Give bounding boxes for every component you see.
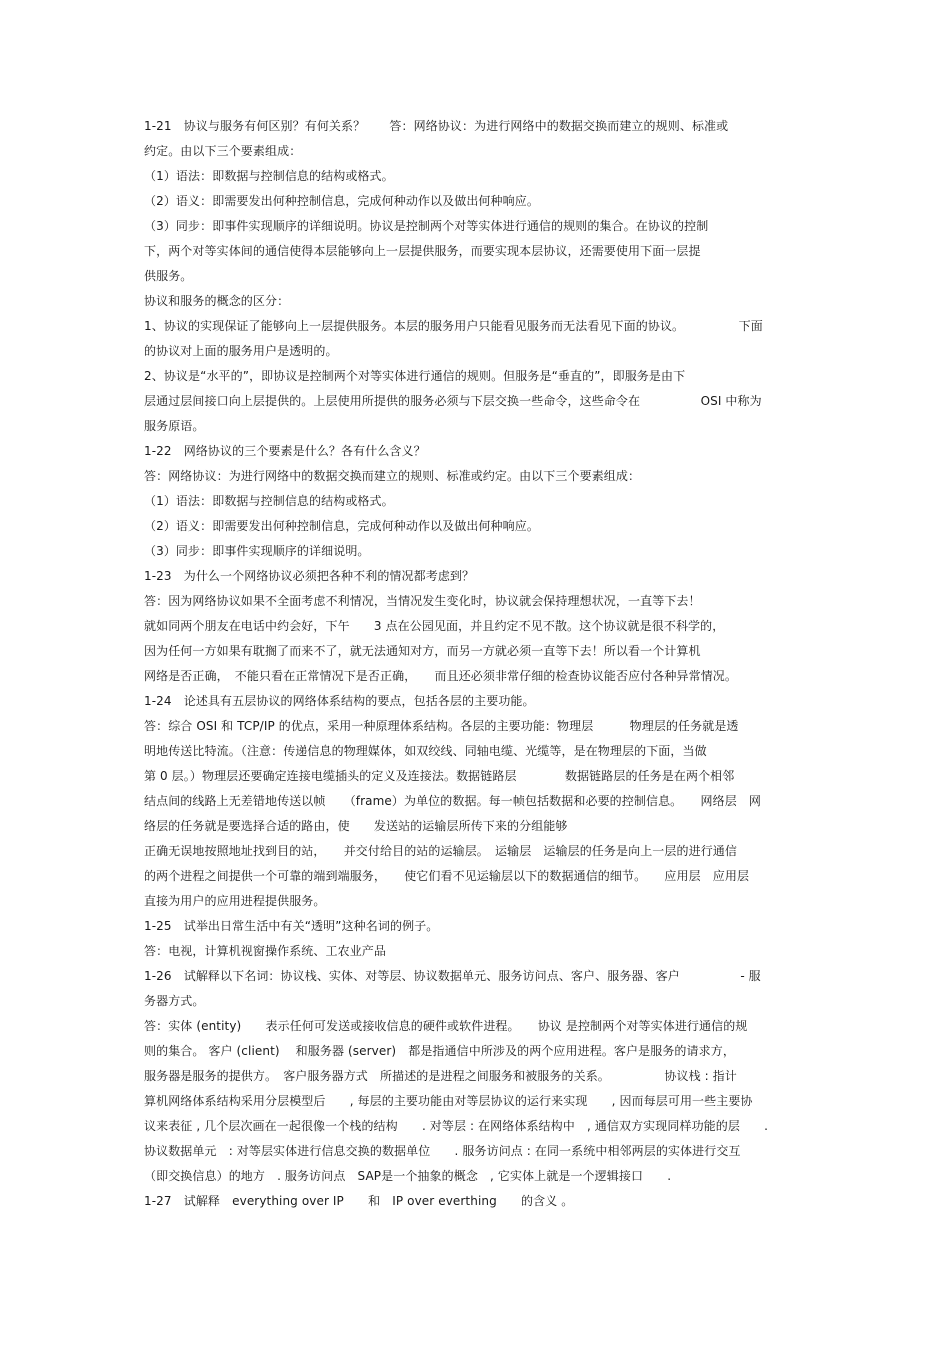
text-line: 1-22 网络协议的三个要素是什么？各有什么含义？ — [144, 444, 426, 458]
text-line: 因为任何一方如果有耽搁了而来不了，就无法通知对方，而另一方就必须一直等下去！所以看一个计算机 — [144, 644, 701, 658]
text-line: 下，两个对等实体间的通信使得本层能够向上一层提供服务，而要实现本层协议，还需要使用下面一层提 — [144, 244, 701, 258]
text-line: 1-26 试解释以下名词：协议栈、实体、对等层、协议数据单元、服务访问点、客户、服务器、客户 - 服 — [144, 969, 761, 983]
text-line: 答：电视，计算机视窗操作系统、工农业产品 — [144, 944, 387, 958]
text-line: 服务原语。 — [144, 419, 205, 433]
text-line: 供服务。 — [144, 269, 193, 283]
text-line: 答：因为网络协议如果不全面考虑不利情况，当情况发生变化时，协议就会保持理想状况，一直等下去！ — [144, 594, 701, 608]
text-line: 则的集合。 客户 (client) 和服务器 (server) 都是指通信中所涉及的两个应用进程。客户是服务的请求方， — [144, 1044, 735, 1058]
document-page — [144, 114, 808, 1214]
text-line: 算机网络体系结构采用分层模型后 , 每层的主要功能由对等层协议的运行来实现 , 因而每层可用一些主要协 — [144, 1094, 753, 1108]
text-line: 1-25 试举出日常生活中有关“透明”这种名词的例子。 — [144, 919, 439, 933]
text-line: 结点间的线路上无差错地传送以帧 （frame）为单位的数据。每一帧包括数据和必要的控制信息。 网络层 网 — [144, 794, 761, 808]
text-line: 1-21 协议与服务有何区别？有何关系？ 答：网络协议：为进行网络中的数据交换而建立的规则、标准或 — [144, 119, 729, 133]
text-line: （2）语义：即需要发出何种控制信息，完成何种动作以及做出何种响应。 — [144, 519, 539, 533]
text-line: 层通过层间接口向上层提供的。上层使用所提供的服务必须与下层交换一些命令，这些命令在 OSI 中称为 — [144, 394, 762, 408]
text-line: 服务器是服务的提供方。 客户服务器方式 所描述的是进程之间服务和被服务的关系。 协议栈 : 指计 — [144, 1069, 737, 1083]
text-line: 答：实体 (entity) 表示任何可发送或接收信息的硬件或软件进程。 协议 是控制两个对等实体进行通信的规 — [144, 1019, 748, 1033]
text-line: 1-24 论述具有五层协议的网络体系结构的要点，包括各层的主要功能。 — [144, 694, 535, 708]
text-line: 答：综合 OSI 和 TCP/IP 的优点，采用一种原理体系结构。各层的主要功能：物理层 物理层的任务就是透 — [144, 719, 739, 733]
text-line: 明地传送比特流。（注意：传递信息的物理媒体，如双绞线、同轴电缆、光缆等，是在物理层的下面，当做 — [144, 744, 707, 758]
text-line: （3）同步：即事件实现顺序的详细说明。协议是控制两个对等实体进行通信的规则的集合。在协议的控制 — [144, 219, 709, 233]
text-line: 就如同两个朋友在电话中约会好，下午 3 点在公园见面，并且约定不见不散。这个协议就是很不科学的， — [144, 619, 725, 633]
text-line: 约定。由以下三个要素组成： — [144, 144, 302, 158]
text-line: 络层的任务就是要选择合适的路由，使 发送站的运输层所传下来的分组能够 — [144, 819, 568, 833]
text-line: 1-23 为什么一个网络协议必须把各种不利的情况都考虑到？ — [144, 569, 475, 583]
text-line: 2、协议是“水平的”，即协议是控制两个对等实体进行通信的规则。但服务是“垂直的”，即服务是由下 — [144, 369, 686, 383]
text-line: 的两个进程之间提供一个可靠的端到端服务， 使它们看不见运输层以下的数据通信的细节。 应用层 应用层 — [144, 869, 750, 883]
text-line: （1）语法：即数据与控制信息的结构或格式。 — [144, 169, 394, 183]
text-line: 议来表征 , 几个层次画在一起很像一个栈的结构 . 对等层 : 在网络体系结构中 , 通信双方实现同样功能的层 . — [144, 1119, 769, 1133]
text-line: （即交换信息）的地方 . 服务访问点 SAP是一个抽象的概念 , 它实体上就是一个逻辑接口 . — [144, 1169, 672, 1183]
text-line: 的协议对上面的服务用户是透明的。 — [144, 344, 338, 358]
text-line: 务器方式。 — [144, 994, 205, 1008]
text-line: 第 0 层。）物理层还要确定连接电缆插头的定义及连接法。数据链路层 数据链路层的任务是在两个相邻 — [144, 769, 735, 783]
text-line: 答：网络协议：为进行网络中的数据交换而建立的规则、标准或约定。由以下三个要素组成： — [144, 469, 641, 483]
text-line: 协议和服务的概念的区分： — [144, 294, 290, 308]
text-line: 直接为用户的应用进程提供服务。 — [144, 894, 326, 908]
text-line: 1-27 试解释 everything over IP 和 IP over everthing 的含义 。 — [144, 1194, 574, 1208]
text-line: 网络是否正确， 不能只看在正常情况下是否正确， 而且还必须非常仔细的检查协议能否应付各种异常情况。 — [144, 669, 738, 683]
text-line: （3）同步：即事件实现顺序的详细说明。 — [144, 544, 370, 558]
text-line: 正确无误地按照地址找到目的站， 并交付给目的站的运输层。 运输层 运输层的任务是向上一层的进行通信 — [144, 844, 738, 858]
text-line: （1）语法：即数据与控制信息的结构或格式。 — [144, 494, 394, 508]
text-line: 协议数据单元 : 对等层实体进行信息交换的数据单位 . 服务访问点 : 在同一系统中相邻两层的实体进行交互 — [144, 1144, 741, 1158]
text-line: 1、协议的实现保证了能够向上一层提供服务。本层的服务用户只能看见服务而无法看见下面的协议。 下面 — [144, 319, 763, 333]
text-line: （2）语义：即需要发出何种控制信息，完成何种动作以及做出何种响应。 — [144, 194, 539, 208]
